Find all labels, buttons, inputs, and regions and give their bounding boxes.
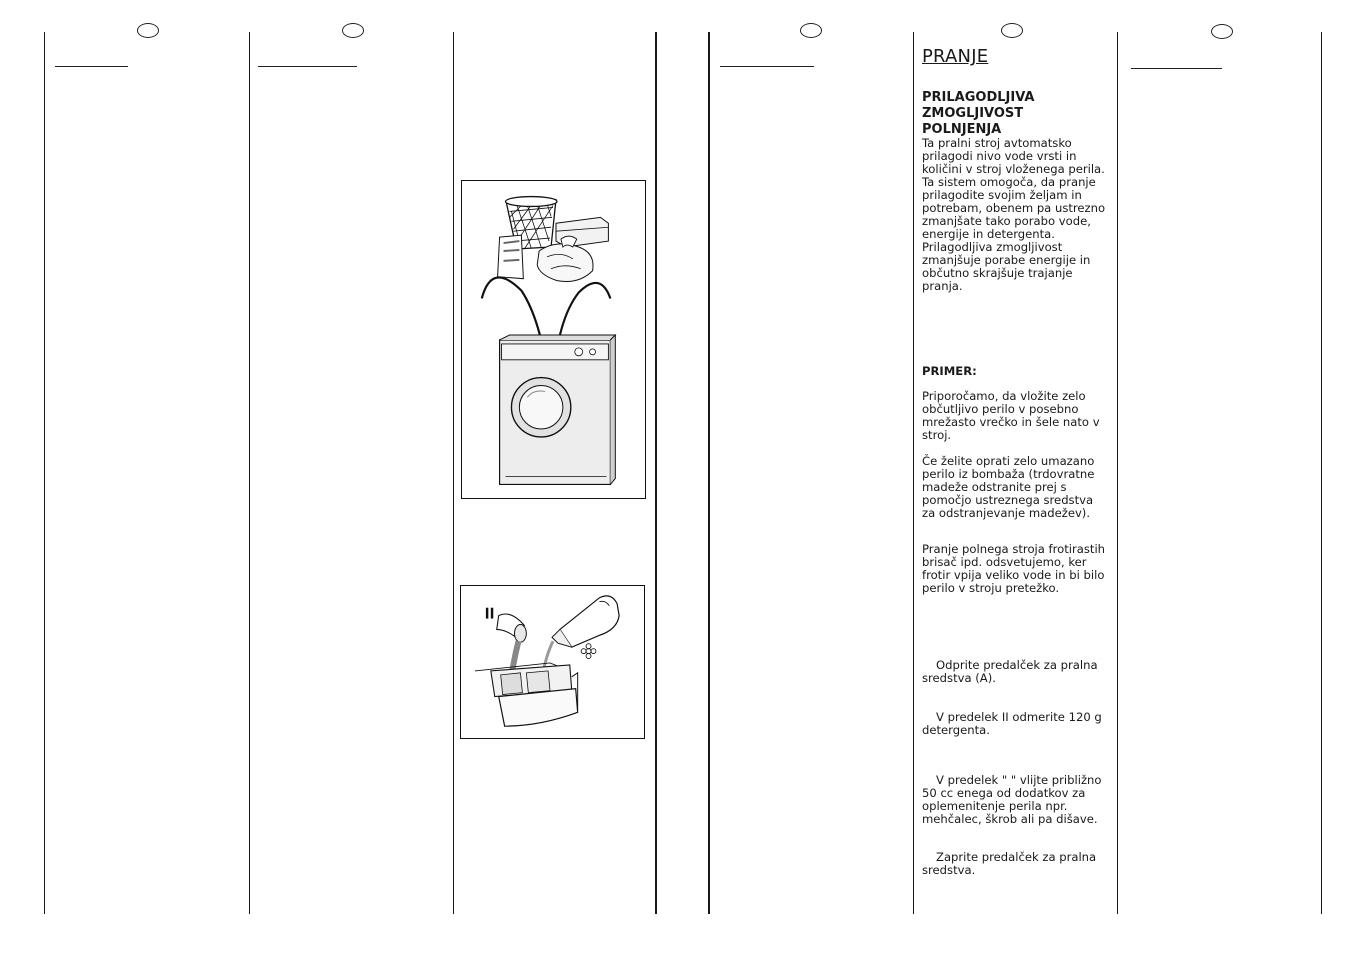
detergent-drawer-drawing bbox=[461, 586, 644, 738]
language-circle-icon bbox=[1001, 23, 1023, 38]
column-rule bbox=[1117, 32, 1118, 914]
header-underline bbox=[720, 66, 814, 67]
detergent-drawer-illustration bbox=[460, 585, 645, 739]
section-heading-block bbox=[922, 46, 1106, 68]
washing-machine-illustration bbox=[461, 180, 646, 499]
subheading: PRILAGODLJIVA ZMOGLJIVOST POLNJENJA bbox=[922, 90, 1035, 137]
instruction-step: V predelek " " vlijte približno 50 cc enega od dodatkov za oplemenitenje perila npr. mehčalec, škrob ali pa dišave. bbox=[922, 773, 1102, 826]
language-circle-icon bbox=[1211, 24, 1233, 39]
example-paragraph: Priporočamo, da vložite zelo občutljivo perilo v posebno mrežasto vrečko in šele nato v stroj. bbox=[922, 389, 1100, 442]
washing-machine-drawing bbox=[462, 181, 645, 498]
language-circle-icon bbox=[342, 23, 364, 38]
header-underline bbox=[1131, 68, 1222, 69]
column-rule bbox=[453, 32, 454, 914]
column-rule bbox=[1321, 32, 1322, 914]
header-underline bbox=[55, 66, 128, 67]
example-paragraph: Če želite oprati zelo umazano perilo iz bombaža (trdovratne madeže odstranite prej s pomočjo ustreznega sredstva za odstranjevanje madežev). bbox=[922, 454, 1095, 520]
section-title: PRANJE bbox=[922, 46, 989, 67]
column-rule bbox=[44, 32, 45, 914]
column-rule bbox=[249, 32, 250, 914]
page-edge-rule bbox=[655, 32, 657, 914]
intro-paragraph: Ta pralni stroj avtomatsko prilagodi nivo vode vrsti in količini v stroj vloženega perila. Ta sistem omogoča, da pranje prilagodite svojim željam in potrebam, obenem pa ustrezno zmanjšate tako porabo vode, energije in detergenta. Prilagodljiva zmogljivost zmanjšuje porabe energije in občutno skrajšuje trajanje pranja. bbox=[922, 136, 1106, 293]
language-circle-icon bbox=[137, 23, 159, 38]
instruction-step: V predelek II odmerite 120 g detergenta. bbox=[922, 710, 1102, 737]
header-underline bbox=[258, 66, 357, 67]
language-circle-icon bbox=[800, 23, 822, 38]
column-rule bbox=[913, 32, 914, 914]
instruction-step: Odprite predalček za pralna sredstva (A). bbox=[922, 658, 1098, 685]
example-paragraph: Pranje polnega stroja frotirastih brisač ipd. odsvetujemo, ker frotir vpija veliko vode in bi bilo perilo v stroju pretežko. bbox=[922, 542, 1106, 595]
instruction-step: Zaprite predalček za pralna sredstva. bbox=[922, 850, 1097, 877]
page-edge-rule bbox=[708, 32, 710, 914]
example-label: PRIMER: bbox=[922, 364, 977, 378]
